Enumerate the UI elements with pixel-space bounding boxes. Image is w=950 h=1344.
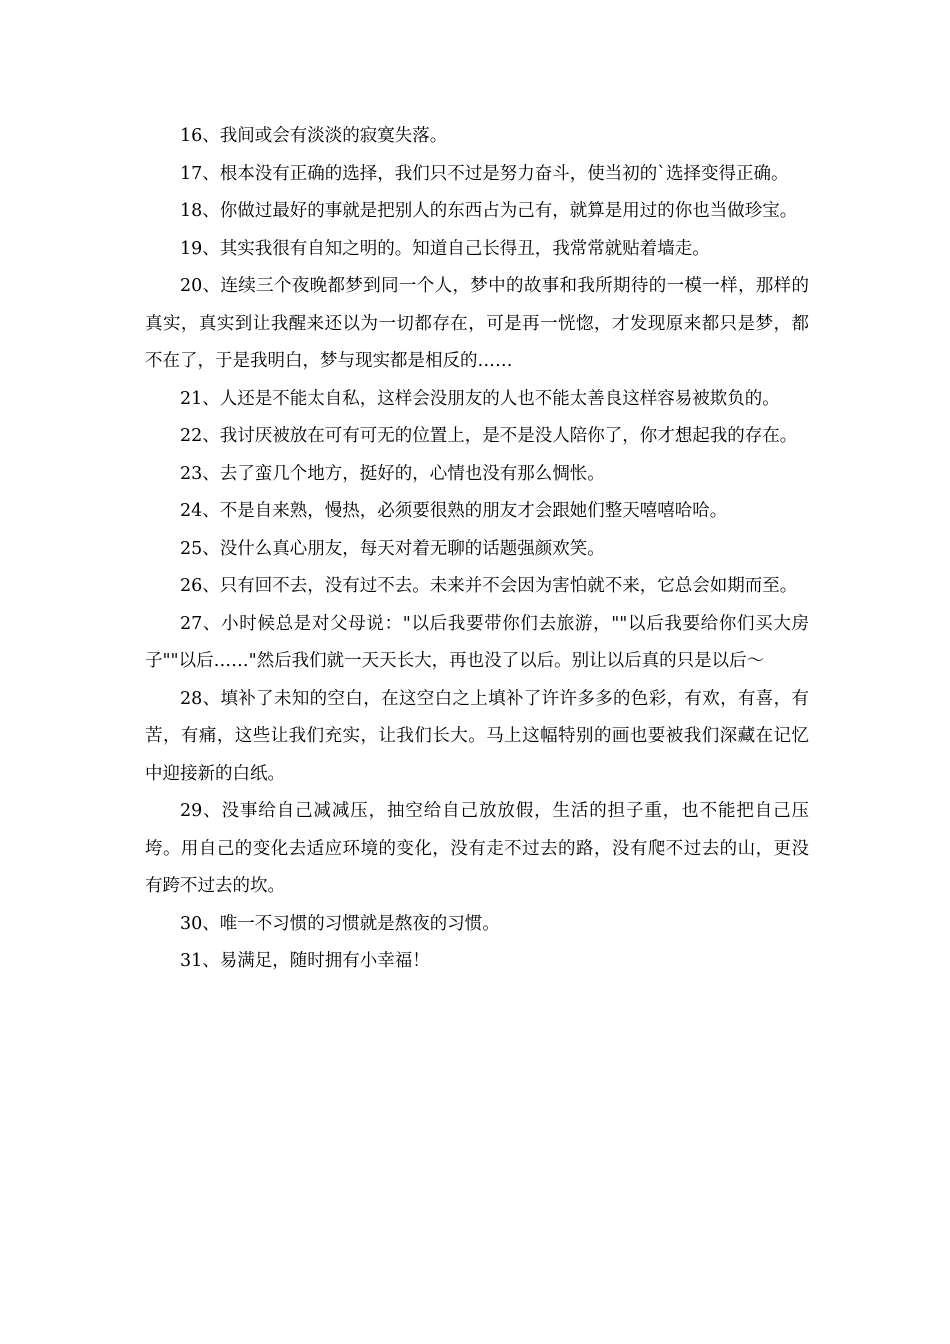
paragraph-23: 23、去了蛮几个地方，挺好的，心情也没有那么惆怅。 bbox=[180, 463, 605, 484]
paragraph-20: 20、连续三个夜晚都梦到同一个人，梦中的故事和我所期待的一模一样，那样的真实，真实到让我醒来还以为一切都存在，可是再一恍惚，才发现原来都只是梦，都不在了，于是我明白，梦与现实都是相反的…… bbox=[145, 276, 809, 371]
paragraph-26: 26、只有回不去，没有过不去。未来并不会因为害怕就不来，它总会如期而至。 bbox=[180, 576, 798, 596]
paragraph-31: 31、易满足，随时拥有小幸福！ bbox=[180, 951, 430, 971]
paragraph-19: 19、其实我很有自知之明的。知道自己长得丑，我常常就贴着墙走。 bbox=[180, 238, 710, 259]
paragraph-24: 24、不是自来熟，慢热，必须要很熟的朋友才会跟她们整天嘻嘻哈哈。 bbox=[180, 501, 728, 521]
paragraph-29: 29、没事给自己减减压，抽空给自己放放假，生活的担子重，也不能把自己压垮。用自己的变化去适应环境的变化，没有走不过去的路，没有爬不过去的山，更没有跨不过去的坎。 bbox=[145, 801, 809, 896]
paragraph-18: 18、你做过最好的事就是把别人的东西占为己有，就算是用过的你也当做珍宝。 bbox=[180, 201, 798, 221]
document-body bbox=[145, 118, 809, 981]
paragraph-16: 16、我间或会有淡淡的寂寞失落。 bbox=[180, 126, 448, 146]
paragraph-21: 21、人还是不能太自私，这样会没朋友的人也不能太善良这样容易被欺负的。 bbox=[180, 388, 780, 409]
paragraph-22: 22、我讨厌被放在可有可无的位置上，是不是没人陪你了，你才想起我的存在。 bbox=[180, 426, 798, 446]
paragraph-30: 30、唯一不习惯的习惯就是熬夜的习惯。 bbox=[180, 913, 500, 934]
paragraph-25: 25、没什么真心朋友，每天对着无聊的话题强颜欢笑。 bbox=[180, 538, 605, 559]
paragraph-28: 28、填补了未知的空白，在这空白之上填补了许许多多的色彩，有欢，有喜，有苦，有痛，这些让我们充实，让我们长大。马上这幅特别的画也要被我们深藏在记忆中迎接新的白纸。 bbox=[145, 688, 809, 784]
paragraph-27: 27、小时候总是对父母说："以后我要带你们去旅游，""以后我要给你们买大房子""以后……"然后我们就一天天长大，再也没了以后。别让以后真的只是以后～ bbox=[145, 613, 809, 671]
paragraph-17: 17、根本没有正确的选择，我们只不过是努力奋斗，使当初的`选择变得正确。 bbox=[180, 163, 789, 184]
